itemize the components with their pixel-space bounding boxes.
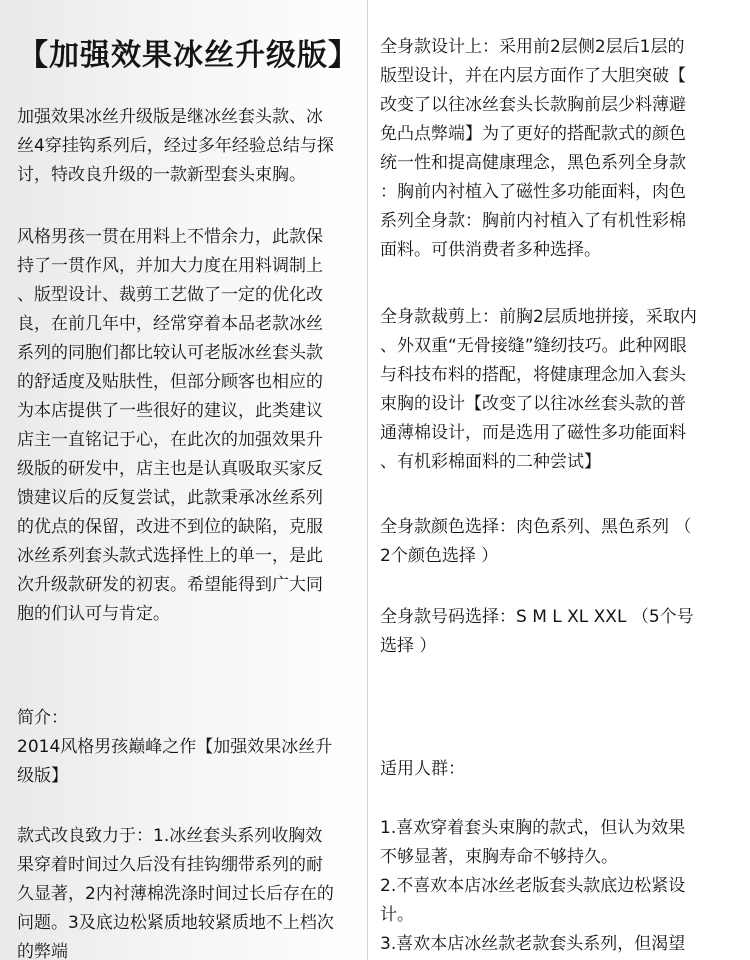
audience-list: 1.喜欢穿着套头束胸的款式，但认为效果 不够显著，束胸寿命不够持久。 2.不喜欢本店冰丝老版套头款底边松紧设 计。 3.喜欢本店冰丝款老款套头系列，但渴望	[380, 818, 686, 954]
story-paragraph: 风格男孩一贯在用料上不惜余力，此款保 持了一贯作风，并加大力度在用料调制上 、版型设计、裁剪工艺做了一定的优化改 良，在前几年中，经常穿着本品老款冰丝 系列的同胞们都比较认可老版冰丝套头款 的舒适度及贴肤性，但部分顾客也相应的 为本店提供了一些很好的建议，此类建议 店主一直铭记于心，在此次的加强效果升 级版的研发中，店主也是认真吸取买家反 馈建议后的反复尝试，此款秉承冰丝系列 的优点的保留，改进不到位的缺陷，克服 冰丝系列套头款式选择性上的单一，是此 次升级款研发的初衷。希望能得到广大同 胞的们认可与肯定。	[17, 227, 323, 624]
right-column	[368, 0, 750, 960]
sizes-paragraph: 全身款号码选择：S M L XL XXL （5个号 选择 ）	[380, 607, 694, 656]
cutting-paragraph: 全身款裁剪上：前胸2层质地拼接，采取内 、外双重“无骨接缝”缝纫技巧。此种网眼 与科技布料的搭配，将健康理念加入套头 束胸的设计【改变了以往冰丝套头款的普 通薄棉设计，而是选用了磁性多功能面料 、有机彩棉面料的二种尝试】	[380, 307, 697, 472]
left-column	[0, 0, 368, 960]
colors-paragraph: 全身款颜色选择：肉色系列、黑色系列 （ 2个颜色选择 ）	[380, 517, 692, 566]
audience-heading: 适用人群：	[380, 759, 465, 779]
improvement-paragraph: 款式改良致力于：1.冰丝套头系列收胸效 果穿着时间过久后没有挂钩绷带系列的耐 久显著，2内衬薄棉洗涤时间过长后存在的 问题。3及底边松紧质地较紧质地不上档次 的弊端	[17, 826, 334, 960]
design-paragraph: 全身款设计上：采用前2层侧2层后1层的 版型设计，并在内层方面作了大胆突破【 改变了以往冰丝套头长款胸前层少料薄避 免凸点弊端】为了更好的搭配款式的颜色 统一性和提高健康理念，黑色系列全身款 ：胸前内衬植入了磁性多功能面料，肉色 系列全身款：胸前内衬植入了有机性彩棉 面料。可供消费者多种选择。	[380, 37, 686, 260]
page-title: 【加强效果冰丝升级版】	[18, 38, 359, 73]
summary-paragraph: 简介： 2014风格男孩巅峰之作【加强效果冰丝升 级版】	[17, 708, 333, 786]
intro-paragraph: 加强效果冰丝升级版是继冰丝套头款、冰 丝4穿挂钩系列后，经过多年经验总结与探 讨，特改良升级的一款新型套头束胸。	[17, 107, 334, 185]
